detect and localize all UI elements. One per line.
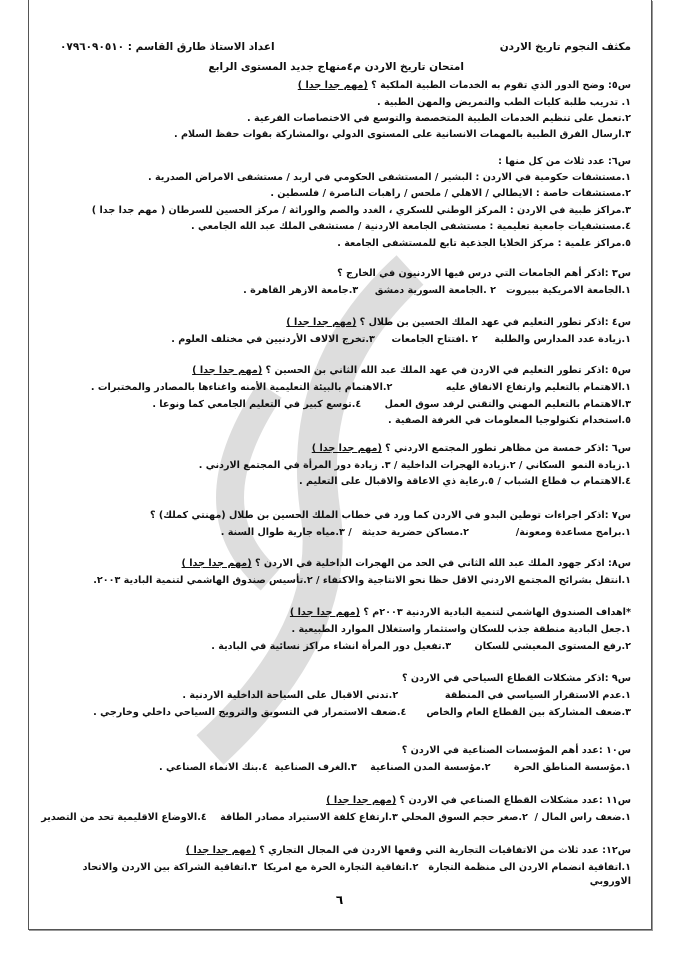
important-note: (مهم جدا جدا ): [326, 795, 397, 806]
question-text: س٤ :اذكر تطور التعليم في عهد الملك الحسين بن طلال ؟: [356, 317, 631, 328]
answer-line: ٣.الاهتمام بالتعليم المهني والتقني لرفد سوق العمل ٤.توسع كبير في التعليم الجامعي كما ونوعا .: [152, 399, 631, 410]
question-text: س٨: اذكر جهود الملك عبد الله الثاني في الحد من الهجرات الداخلية في الاردن ؟: [251, 558, 631, 569]
question-heading: [40, 672, 631, 686]
question-heading: [40, 155, 631, 169]
answer-line: ١.مؤسسة المناطق الحرة ٢.مؤسسة المدن الصناعية ٣.الغرف الصناعية ٤.بنك الانماء الصناعي .: [158, 762, 631, 773]
answer-line: ١.زيادة عدد المدارس والطلبة ٢ .افتتاح الجامعات ٣.تخرج الالاف الأردنيين في مختلف العلوم .: [171, 334, 631, 345]
important-note: (مهم جدا جدا ): [192, 365, 263, 376]
answer-line: ١. تدريب طلبة كليات الطب والتمريض والمهن الطبية .: [376, 97, 631, 108]
question-text: س٦: عدد ثلاث من كل منها :: [498, 156, 631, 167]
question-text: س٧ :اذكر اجراءات توطين البدو في الاردن كما ورد في خطاب الملك الحسين بن طلال (مهنتي كملك) ؟: [149, 510, 631, 521]
question-heading: [40, 79, 631, 93]
answer-line: ١.جعل البادية منطقة جذب للسكان واستثمار واستغلال الموارد الطبيعية .: [291, 624, 631, 635]
answer-line: ١.مستشفات حكومية في الاردن : البشير / المستشفى الحكومي في اربد / مستشفى الامراض الصدرية .: [147, 172, 631, 183]
answer-line: ٣.ارسال الفرق الطبية بالمهمات الانسانية على المستوى الدولي ،والمشاركة بقوات حفظ السلام .: [173, 129, 631, 140]
question-heading: [40, 442, 631, 456]
author-line: اعداد الاستاذ طارق القاسم : ٠٧٩٦٠٩٠٥١٠: [60, 41, 275, 53]
center-name: مكثف النجوم تاريخ الاردن: [499, 41, 631, 53]
answer-line: ٣.ضعف المشاركة بين القطاع العام والخاص ٤.ضعف الاستمرار في التسويق والترويج السياحي داخلي وخارجي .: [93, 707, 631, 718]
answer-line: ٢.مستشفات خاصة : الايطالي / الاهلي / ملحس / راهبات الناصرة / فلسطين .: [270, 188, 631, 199]
question-heading: [40, 316, 631, 330]
question-text: س٩ :اذكر مشكلات القطاع السياحي في الاردن ؟: [401, 673, 631, 684]
question-text: *اهداف الصندوق الهاشمي لتنمية البادية الاردنية ٢٠٠٣م ؟: [359, 607, 631, 618]
answer-line: ١.الجامعة الامريكية ببيروت ٢ .الجامعة السورية دمشق ٣.جامعة الازهر القاهرة .: [243, 285, 631, 296]
question-heading: [40, 557, 631, 571]
question-heading: [40, 844, 631, 858]
page-number: ٦: [335, 893, 344, 907]
answer-line: ٤.مستشفيات جامعية تعليمية : مستشفى الجامعة الاردنية / مستشفى الملك عبد الله الجامعي .: [190, 221, 631, 232]
answer-line: ٤.الاهتمام ب قطاع الشباب / ٥.رعاية ذي الاعاقة والاقبال على التعليم .: [299, 476, 631, 487]
answer-line: ١.برامج مساعدة ومعونة/ ٢.مساكن حضرية حديثة / ٣.مياه جارية طوال السنة .: [220, 527, 631, 538]
question-text: س٣ :اذكر أهم الجامعات التي درس فيها الاردنيون في الخارج ؟: [337, 268, 631, 279]
question-heading: [40, 794, 631, 808]
question-heading: [40, 267, 631, 281]
question-heading: [40, 606, 631, 620]
question-text: س٥ :اذكر تطور التعليم في الاردن في عهد الملك عبد الله الثاني بن الحسين ؟: [262, 365, 631, 376]
important-note: (مهم جدا جدا ): [297, 80, 368, 91]
question-text: س١٠ :عدد أهم المؤسسات الصناعية في الاردن ؟: [401, 745, 631, 756]
question-text: س١١ :عدد مشكلات القطاع الصناعي في الاردن ؟: [396, 795, 631, 806]
answer-line: ١.ضعف راس المال / ٢.صغر حجم السوق المحلي ٣.ارتفاع كلفة الاستيراد مصادر الطاقة ٤.الاوضاع الاقليمية تحد من التصدير: [41, 812, 631, 823]
answer-line: ١.زيادة النمو السكاني / ٢.زيادة الهجرات الداخلية / ٣. زيادة دور المرأة في المجتمع الاردني .: [198, 460, 631, 471]
question-text: س٦ :اذكر خمسة من مظاهر تطور المجتمع الاردني ؟: [381, 443, 631, 454]
important-note: (مهم جدا جدا ): [311, 443, 382, 454]
answer-line: ٥.استخدام تكنولوجيا المعلومات في الغرفة الصفية .: [388, 415, 631, 426]
important-note: (مهم جدا جدا ): [286, 317, 357, 328]
important-note: (مهم جدا جدا ): [289, 607, 360, 618]
answer-line: ٢.تعمل على تنظيم الخدمات الطبية المتخصصة والتوسع في الاختصاصات الفرعية .: [247, 113, 631, 124]
question-heading: [40, 364, 631, 378]
question-text: س١٢: عدد ثلاث من الاتفاقيات التجارية التي وقعها الاردن في المجال التجاري ؟: [255, 845, 631, 856]
question-heading: [40, 744, 631, 758]
answer-line: ١.الاهتمام بالتعليم وارتفاع الانفاق عليه ٢.الاهتمام بالبيئة التعليمية الأمنه واغناءها بالمصادر والمختبرات .: [90, 382, 631, 393]
answer-line: ١.اتفاقية انضمام الاردن الى منظمة التجارة ٢.اتفاقية التجارة الحرة مع امريكا ٣.اتفاقية الشراكة بين الاردن والاتحاد الاوروبي: [79, 862, 631, 887]
answer-line: ٣.مراكز طبية في الاردن : المركز الوطني للسكري ، الغدد والصم والوراثة / مركز الحسين للسرطان ( مهم جدا جدا ): [91, 205, 631, 216]
question-heading: [40, 509, 631, 523]
exam-title: امتحان تاريخ الاردن م٤منهاج جديد المستوى الرابع: [208, 61, 464, 73]
question-text: س٥: وضح الدور الذي تقوم به الخدمات الطبية الملكية ؟: [367, 80, 631, 91]
answer-line: ١.انتقل بشرائح المجتمع الاردني الاقل حظا نحو الانتاجية والاكتفاء / ٢.تأسيس صندوق الهاشمي لتنمية البادية ٢٠٠٣.: [93, 575, 631, 586]
answer-line: ٥.مراكز علمية : مركز الخلايا الجذعية تابع للمستشفى الجامعة .: [337, 238, 631, 249]
answer-line: ٢.رفع المستوى المعيشي للسكان ٣.تفعيل دور المرأة انشاء مراكز نسائية في البادية .: [211, 641, 631, 652]
important-note: (مهم جدا جدا ): [185, 845, 256, 856]
answer-line: ١.عدم الاستقرار السياسي في المنطقة ٢.تدني الاقبال على السياحة الداخلية الاردنية .: [182, 690, 631, 701]
important-note: (مهم جدا جدا ): [181, 558, 252, 569]
